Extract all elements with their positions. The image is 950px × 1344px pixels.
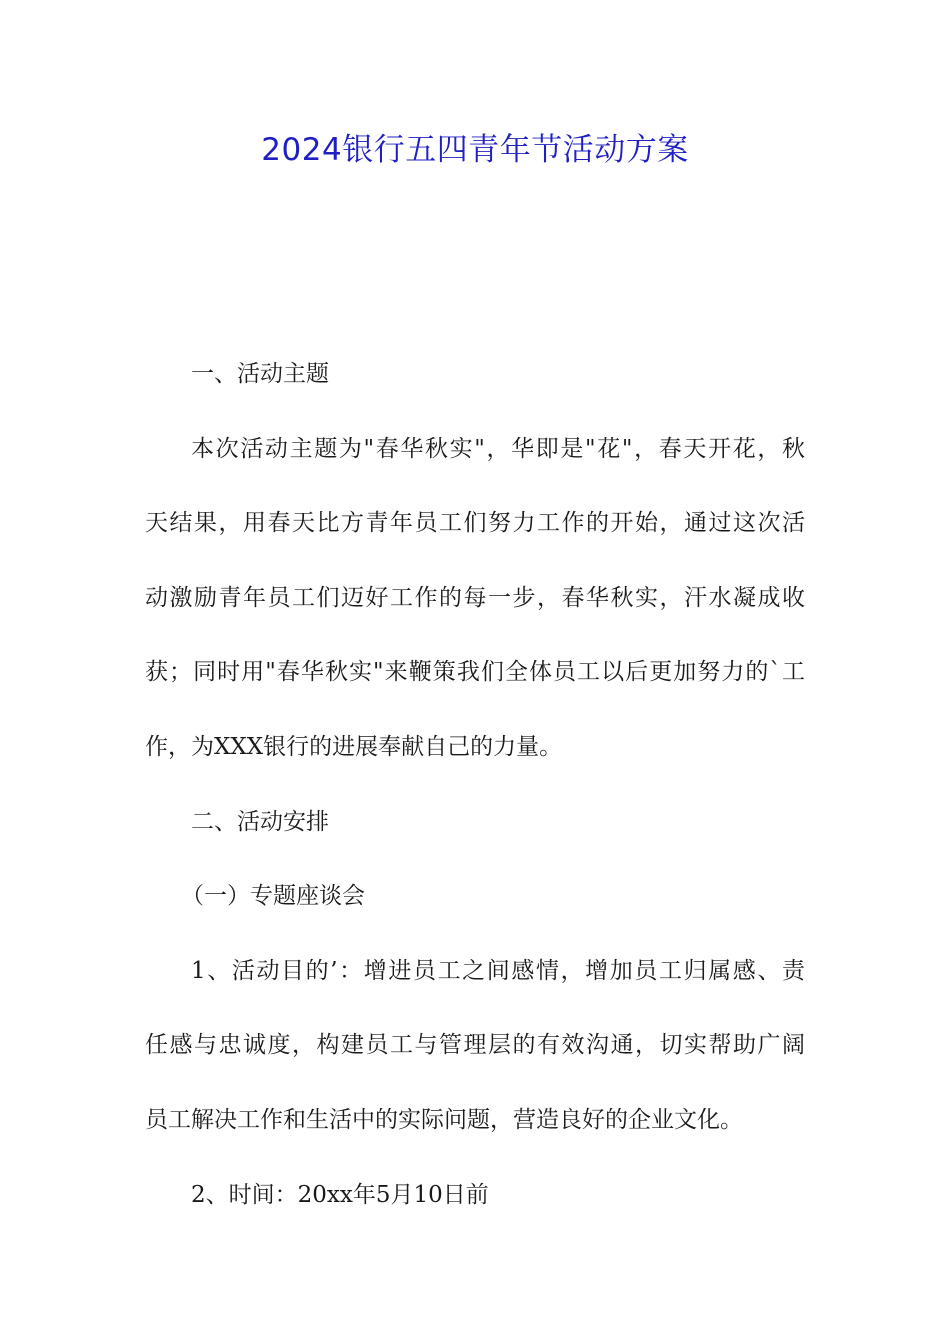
section-heading-arrangement: 二、活动安排 (191, 808, 329, 835)
paragraph-line: 员工解决工作和生活中的实际问题，营造良好的企业文化。 (145, 1106, 743, 1133)
paragraph-line: 任感与忠诚度，构建员工与管理层的有效沟通，切实帮助广阔 (145, 1032, 805, 1059)
paragraph-line: 作，为XXX银行的进展奉献自己的力量。 (145, 733, 563, 760)
subsection-heading-forum: （一）专题座谈会 (181, 883, 365, 910)
document-body (145, 337, 805, 1232)
paragraph-line-time: 2、时间：20xx年5月10日前 (191, 1181, 489, 1208)
document-title: 2024银行五四青年节活动方案 (261, 132, 689, 168)
section-heading-theme: 一、活动主题 (191, 361, 329, 387)
paragraph-line: 获；同时用"春华秋实"来鞭策我们全体员工以后更加努力的`工 (145, 659, 805, 686)
paragraph-line: 1、活动目的’：增进员工之间感情，增加员工归属感、责 (191, 957, 805, 984)
paragraph-line: 天结果，用春天比方青年员工们努力工作的开始，通过这次活 (145, 510, 805, 537)
paragraph-line: 本次活动主题为"春华秋实"，华即是"花"，春天开花，秋 (191, 435, 805, 462)
paragraph-line: 动激励青年员工们迈好工作的每一步，春华秋实，汗水凝成收 (145, 584, 805, 611)
